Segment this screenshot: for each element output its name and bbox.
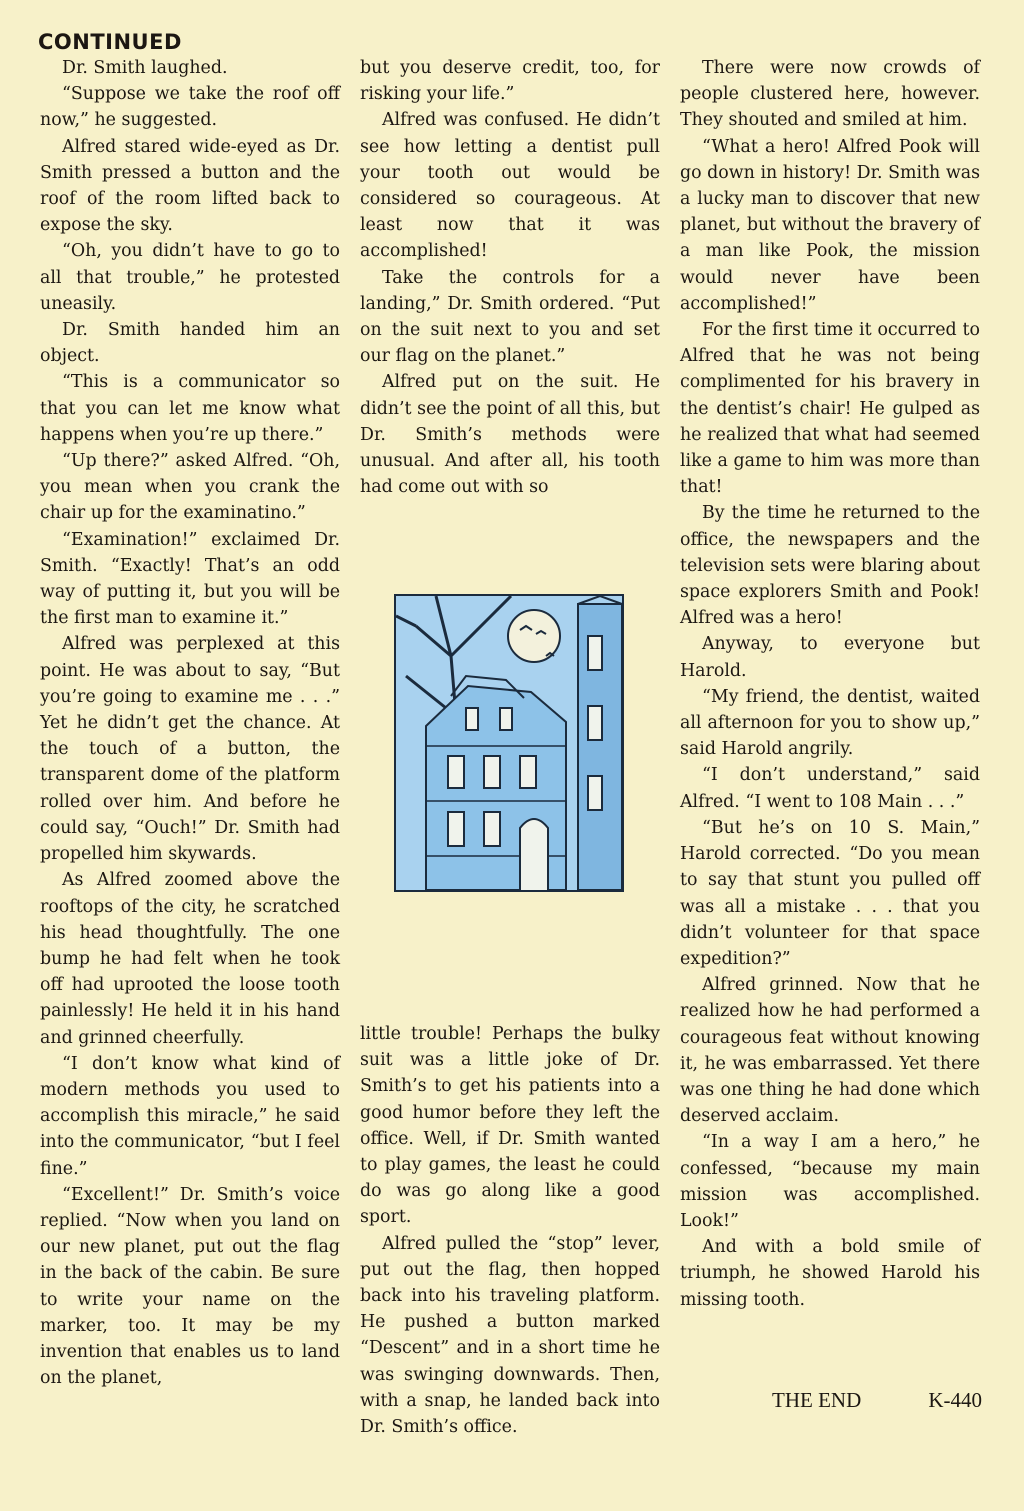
- footer: [772, 1388, 982, 1413]
- paragraph: “My friend, the dentist, waited all afternoon for you to show up,” said Harold angrily.: [680, 686, 980, 760]
- text-column-2-bottom: [360, 1021, 660, 1440]
- paragraph: For the first time it occurred to Alfred that he was not being complimented for his bravery in the dentist’s chair! He gulped as he realized that what had seemed like a game to him was more than that!: [680, 320, 980, 498]
- paragraph: “Up there?” asked Alfred. “Oh, you mean when you crank the chair up for the examinatino.”: [40, 451, 340, 524]
- text-column-1: [40, 55, 340, 1391]
- paragraph: but you deserve credit, too, for risking your life.”: [360, 58, 660, 105]
- paragraph: “But he’s on 10 S. Main,” Harold corrected. “Do you mean to say that stunt you pulled off was all a mistake . . . that you didn’t volunteer for that space expedition?”: [680, 817, 980, 969]
- paragraph: “Excellent!” Dr. Smith’s voice replied. “Now when you land on our new planet, put out the flag in the back of the cabin. Be sure to write your name on the marker, too. It may be my invention that enables us to land on the planet,: [40, 1184, 340, 1389]
- paragraph: “This is a communicator so that you can let me know what happens when you’re up there.”: [40, 372, 340, 445]
- paragraph: As Alfred zoomed above the rooftops of the city, he scratched his head thoughtfully. The one bump he had felt when he took off had uprooted the loose tooth painlessly! He held it in his hand and grinned cheerfully.: [40, 870, 340, 1048]
- haunted-house-icon: [396, 596, 622, 890]
- paragraph: Anyway, to everyone but Harold.: [680, 634, 980, 681]
- paragraph: By the time he returned to the office, the newspapers and the television sets were blaring about space explorers Smith and Pook! Alfred was a hero!: [680, 503, 980, 629]
- paragraph: Alfred grinned. Now that he realized how he had performed a courageous feat without knowing it, he was embarrassed. Yet there was one thing he had done which deserved acclaim.: [680, 975, 980, 1127]
- story-code: K-440: [928, 1388, 982, 1412]
- paragraph: Alfred was perplexed at this point. He was about to say, “But you’re going to examine me . . .” Yet he didn’t get the chance. At the touch of a button, the transparent dome of the platform rolled over him. And before he could say, “Ouch!” Dr. Smith had propelled him skywards.: [40, 634, 340, 865]
- paragraph: Take the controls for a landing,” Dr. Smith ordered. “Put on the suit next to you and set our flag on the planet.”: [360, 267, 660, 367]
- text-column-2-top: [360, 55, 660, 500]
- paragraph: Alfred put on the suit. He didn’t see the point of all this, but Dr. Smith’s methods were unusual. And after all, his tooth had come out with so: [360, 372, 660, 498]
- paragraph: “I don’t understand,” said Alfred. “I went to 108 Main . . .”: [680, 765, 980, 812]
- paragraph: “In a way I am a hero,” he confessed, “because my main mission was accomplished. Look!”: [680, 1132, 980, 1231]
- paragraph: There were now crowds of people clustered here, however. They shouted and smiled at him.: [680, 58, 980, 131]
- the-end-label: THE END: [772, 1388, 862, 1412]
- paragraph: “What a hero! Alfred Pook will go down in history! Dr. Smith was a lucky man to discover that new planet, but without the bravery of a man like Pook, the mission would never have been accomplished!”: [680, 136, 980, 314]
- haunted-house-illustration: [394, 594, 624, 892]
- paragraph: little trouble! Perhaps the bulky suit was a little joke of Dr. Smith’s to get his patients into a good humor before they left the office. Well, if Dr. Smith wanted to play games, the least he could do was go along like a good sport.: [360, 1024, 660, 1228]
- paragraph: “Oh, you didn’t have to go to all that trouble,” he protested uneasily.: [40, 241, 340, 314]
- paragraph: Alfred pulled the “stop” lever, put out the flag, then hopped back into his traveling platform. He pushed a button marked “Descent” and in a short time he was swinging downwards. Then, with a snap, he landed back into Dr. Smith’s office.: [360, 1233, 660, 1438]
- paragraph: “Examination!” exclaimed Dr. Smith. “Exactly! That’s an odd way of putting it, but you will be the first man to examine it.”: [40, 529, 340, 629]
- paragraph: Dr. Smith handed him an object.: [40, 320, 340, 367]
- text-column-3: [680, 55, 980, 1313]
- paragraph: And with a bold smile of triumph, he showed Harold his missing tooth.: [680, 1237, 980, 1310]
- continued-heading: CONTINUED: [38, 30, 182, 54]
- paragraph: “Suppose we take the roof off now,” he suggested.: [40, 84, 340, 131]
- paragraph: Dr. Smith laughed.: [62, 58, 228, 78]
- paragraph: “I don’t know what kind of modern methods you used to accomplish this miracle,” he said into the communicator, “but I feel fine.”: [40, 1053, 340, 1179]
- paragraph: Alfred stared wide-eyed as Dr. Smith pressed a button and the roof of the room lifted back to expose the sky.: [40, 136, 340, 236]
- paragraph: Alfred was confused. He didn’t see how letting a dentist pull your tooth out would be considered so courageous. At least now that it was accomplished!: [360, 110, 660, 262]
